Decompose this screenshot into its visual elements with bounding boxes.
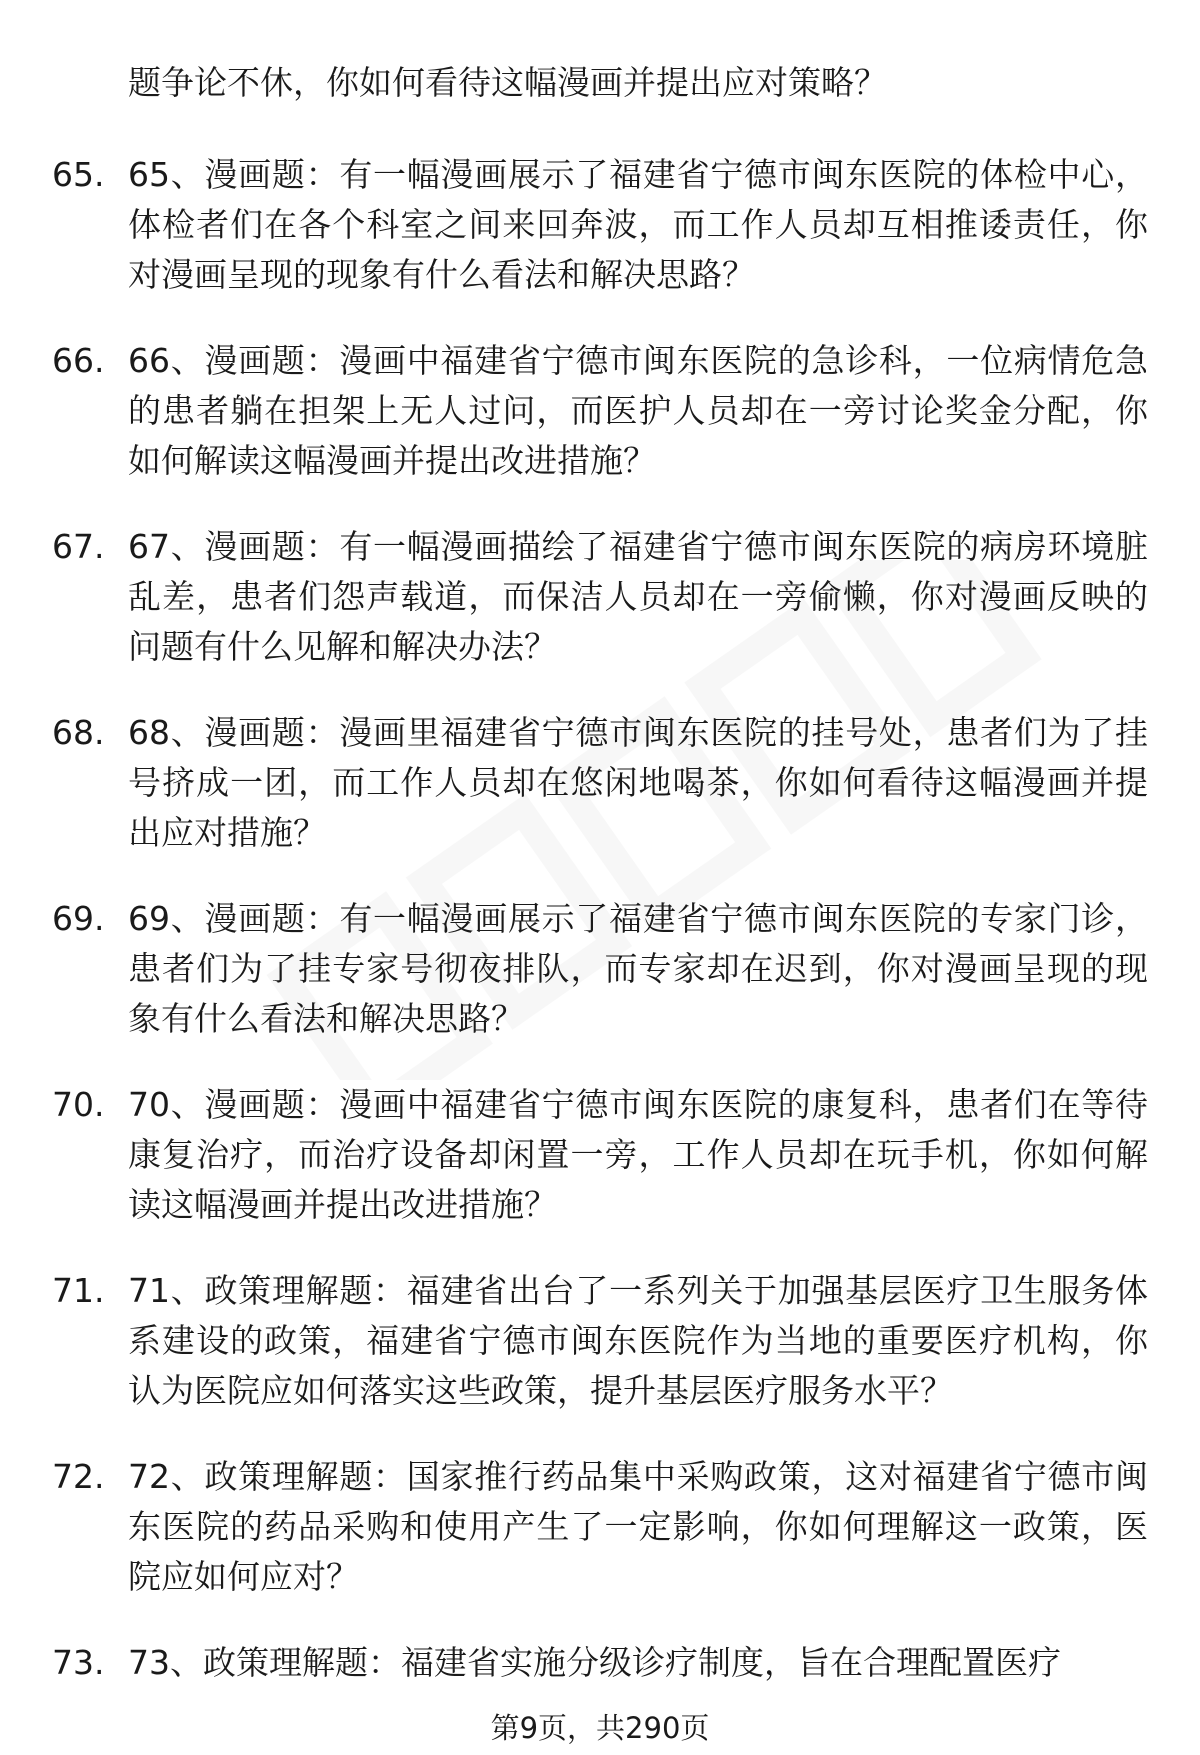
item-text: 67、漫画题：有一幅漫画描绘了福建省宁德市闽东医院的病房环境脏乱差，患者们怨声载道，而保洁人员却在一旁偷懒，你对漫画反映的问题有什么见解和解决办法？ — [128, 527, 1148, 666]
item-number: 65. — [52, 155, 105, 194]
item-text: 68、漫画题：漫画里福建省宁德市闽东医院的挂号处，患者们为了挂号挤成一团，而工作人员却在悠闲地喝茶，你如何看待这幅漫画并提出应对措施？ — [128, 713, 1148, 852]
list-item — [0, 1080, 1148, 1230]
list-item — [0, 1452, 1148, 1602]
continuation-line: 题争论不休，你如何看待这幅漫画并提出应对策略？ — [128, 63, 887, 102]
item-text: 72、政策理解题：国家推行药品集中采购政策，这对福建省宁德市闽东医院的药品采购和使用产生了一定影响，你如何理解这一政策，医院应如何应对？ — [128, 1457, 1148, 1596]
item-number: 70. — [52, 1085, 105, 1124]
item-number: 71. — [52, 1271, 105, 1310]
item-text: 66、漫画题：漫画中福建省宁德市闽东医院的急诊科，一位病情危急的患者躺在担架上无人过问，而医护人员却在一旁讨论奖金分配，你如何解读这幅漫画并提出改进措施？ — [128, 341, 1148, 480]
item-text: 69、漫画题：有一幅漫画展示了福建省宁德市闽东医院的专家门诊，患者们为了挂专家号彻夜排队，而专家却在迟到，你对漫画呈现的现象有什么看法和解决思路？ — [128, 899, 1148, 1038]
list-item — [0, 708, 1148, 858]
item-number: 73. — [52, 1643, 105, 1682]
question-list — [0, 150, 1200, 1724]
item-number: 66. — [52, 341, 105, 380]
list-item — [0, 1638, 1148, 1688]
item-text: 73、政策理解题：福建省实施分级诊疗制度，旨在合理配置医疗 — [128, 1643, 1061, 1682]
item-number: 72. — [52, 1457, 105, 1496]
list-item — [0, 336, 1148, 486]
item-text: 71、政策理解题：福建省出台了一系列关于加强基层医疗卫生服务体系建设的政策，福建省宁德市闽东医院作为当地的重要医疗机构，你认为医院应如何落实这些政策，提升基层医疗服务水平？ — [128, 1271, 1148, 1410]
item-number: 69. — [52, 899, 105, 938]
list-item — [0, 894, 1148, 1044]
item-number: 67. — [52, 527, 105, 566]
item-number: 68. — [52, 713, 105, 752]
list-item — [0, 1266, 1148, 1416]
item-text: 70、漫画题：漫画中福建省宁德市闽东医院的康复科，患者们在等待康复治疗，而治疗设备却闲置一旁，工作人员却在玩手机，你如何解读这幅漫画并提出改进措施？ — [128, 1085, 1148, 1224]
list-item — [0, 522, 1148, 672]
item-text: 65、漫画题：有一幅漫画展示了福建省宁德市闽东医院的体检中心，体检者们在各个科室之间来回奔波，而工作人员却互相推诿责任，你对漫画呈现的现象有什么看法和解决思路？ — [128, 155, 1148, 294]
page-footer: 第9页，共290页 — [490, 1711, 710, 1745]
list-item — [0, 150, 1148, 300]
